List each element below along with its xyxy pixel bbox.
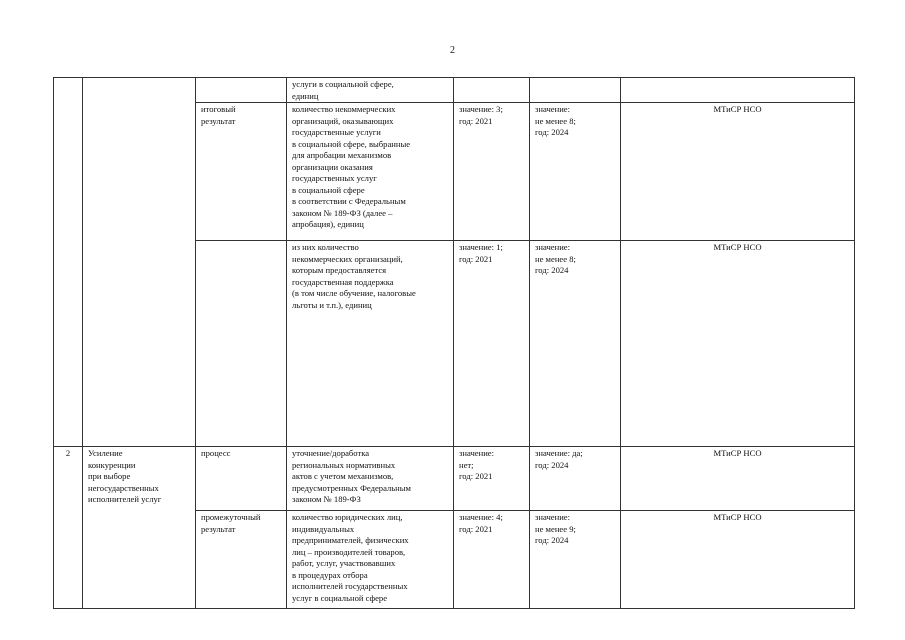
text-line: количество некоммерческих — [292, 104, 396, 114]
text-line: (в том числе обучение, налоговые — [292, 288, 416, 298]
text-line: в соответствии с Федеральным — [292, 196, 406, 206]
text-line: значение: 4; — [459, 512, 503, 522]
cell-base-value — [454, 241, 530, 447]
text-line: значение: — [535, 104, 570, 114]
text-line: год: 2024 — [535, 127, 569, 137]
text-line: государственные услуги — [292, 127, 381, 137]
text-line: год: 2021 — [459, 523, 493, 534]
cell-number — [54, 78, 83, 447]
text-line: количество юридических лиц, — [292, 512, 403, 522]
text-line: значение: 3; — [459, 104, 503, 114]
text-line: промежуточный — [201, 512, 261, 522]
cell-indicator — [287, 241, 454, 447]
cell-target-value — [530, 511, 621, 609]
text-line: лиц – производителей товаров, — [292, 546, 406, 557]
text-line: предусмотренных Федеральным — [292, 482, 411, 493]
text-line: работ, услуг, участвовавших — [292, 558, 396, 568]
cell-task — [83, 78, 196, 447]
cell-number: 2 — [54, 447, 83, 609]
cell-responsible: МТиСР НСО — [621, 511, 855, 609]
text-line: государственная поддержка — [292, 276, 394, 287]
text-line: негосударственных — [88, 482, 159, 493]
text-line: в процедурах отбора — [292, 569, 368, 580]
text-line: год: 2024 — [535, 459, 569, 470]
text-line: исполнителей государственных — [292, 581, 408, 591]
text-line: значение: — [459, 448, 494, 458]
text-line: апробация), единиц — [292, 219, 364, 229]
cell-target-value — [530, 241, 621, 447]
cell-type — [196, 511, 287, 609]
cell-indicator — [287, 103, 454, 241]
cell-indicator — [287, 78, 454, 103]
text-line: в социальной сфере, выбранные — [292, 138, 411, 149]
cell-responsible — [621, 78, 855, 103]
cell-type — [196, 78, 287, 103]
text-line: значение: — [535, 242, 570, 252]
text-line: для апробации механизмов — [292, 150, 392, 160]
text-line: значение: да; — [535, 448, 583, 458]
text-line: некоммерческих организаций, — [292, 253, 403, 264]
text-line: в социальной сфере — [292, 184, 365, 195]
table-row — [54, 78, 855, 103]
text-line: Усиление — [88, 448, 123, 458]
cell-responsible: МТиСР НСО — [621, 241, 855, 447]
cell-type — [196, 103, 287, 241]
text-line: результат — [201, 115, 236, 126]
text-line: единиц — [292, 90, 319, 101]
cell-base-value — [454, 78, 530, 103]
cell-base-value — [454, 511, 530, 609]
text-line: результат — [201, 523, 236, 534]
cell-indicator — [287, 511, 454, 609]
text-line: год: 2021 — [459, 471, 493, 481]
table-row — [54, 447, 855, 511]
text-line: законом № 189-ФЗ (далее – — [292, 207, 393, 218]
cell-target-value — [530, 447, 621, 511]
page-number: 2 — [450, 45, 455, 56]
cell-task — [83, 447, 196, 609]
text-line: актов с учетом механизмов, — [292, 471, 394, 481]
text-line: из них количество — [292, 242, 359, 252]
text-line: итоговый — [201, 104, 236, 114]
text-line: не менее 8; — [535, 253, 576, 264]
cell-responsible: МТиСР НСО — [621, 103, 855, 241]
text-line: не менее 9; — [535, 523, 576, 534]
text-line: услуги в социальной сфере, — [292, 79, 394, 89]
text-line: не менее 8; — [535, 115, 576, 126]
cell-base-value — [454, 447, 530, 511]
text-line: исполнителей услуг — [88, 494, 162, 504]
cell-type — [196, 447, 287, 511]
cell-target-value — [530, 78, 621, 103]
text-line: конкуренции — [88, 459, 136, 470]
text-line: организации оказания — [292, 161, 373, 172]
text-line: государственных услуг — [292, 173, 377, 183]
cell-responsible: МТиСР НСО — [621, 447, 855, 511]
text-line: услуг в социальной сфере — [292, 592, 388, 603]
text-line: индивидуальных — [292, 523, 355, 534]
text-line: процесс — [201, 448, 231, 458]
text-line: значение: 1; — [459, 242, 503, 252]
text-line: при выборе — [88, 471, 131, 481]
cell-indicator — [287, 447, 454, 511]
text-line: нет; — [459, 459, 474, 470]
cell-target-value — [530, 103, 621, 241]
text-line: льготы и т.п.), единиц — [292, 299, 372, 310]
text-line: которым предоставляется — [292, 265, 387, 275]
measures-table — [53, 77, 855, 609]
text-line: законом № 189-ФЗ — [292, 494, 361, 504]
text-line: год: 2024 — [535, 535, 569, 545]
cell-base-value — [454, 103, 530, 241]
text-line: год: 2024 — [535, 265, 569, 275]
text-line: предпринимателей, физических — [292, 535, 409, 545]
cell-type — [196, 241, 287, 447]
text-line: год: 2021 — [459, 253, 493, 264]
text-line: уточнение/доработка — [292, 448, 370, 458]
text-line: региональных нормативных — [292, 459, 396, 470]
text-line: организаций, оказывающих — [292, 115, 394, 126]
text-line: значение: — [535, 512, 570, 522]
text-line: год: 2021 — [459, 115, 493, 126]
